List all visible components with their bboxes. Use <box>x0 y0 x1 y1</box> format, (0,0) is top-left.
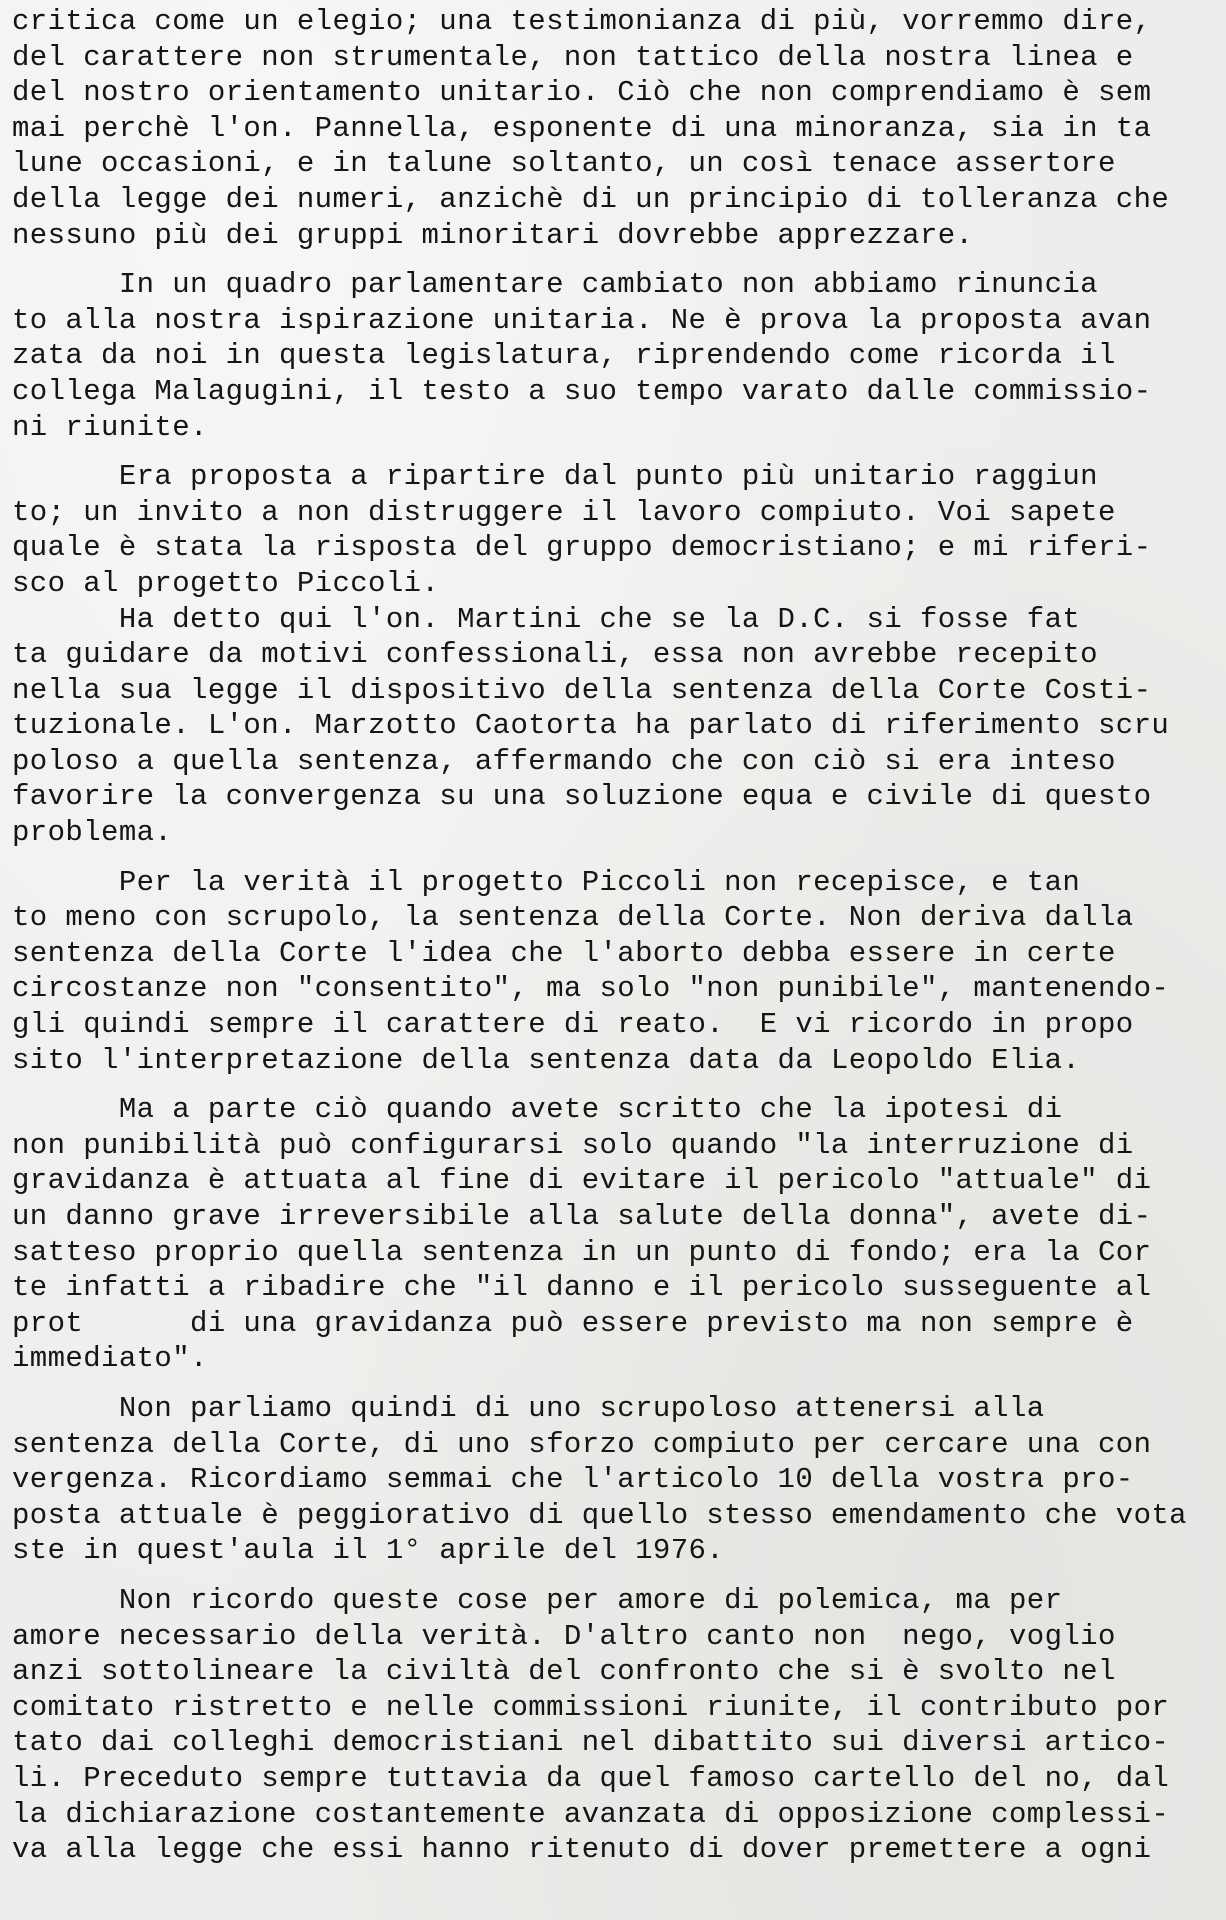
text-line: quale è stata la risposta del gruppo democristiano; e mi riferi- <box>12 531 1152 565</box>
document-body <box>12 4 1217 1868</box>
text-line: Ha detto qui l'on. Martini che se la D.C. si fosse fat <box>12 602 1081 636</box>
text-line: vergenza. Ricordiamo semmai che l'articolo 10 della vostra pro- <box>12 1463 1134 1497</box>
text-line: Per la verità il progetto Piccoli non recepisce, e tan <box>12 865 1081 899</box>
text-line: collega Malagugini, il testo a suo tempo varato dalle commissio- <box>12 374 1152 408</box>
text-line: satteso proprio quella sentenza in un punto di fondo; era la Cor <box>12 1235 1152 1269</box>
text-line: zata da noi in questa legislatura, riprendendo come ricorda il <box>12 339 1116 373</box>
text-line: sco al progetto Piccoli. <box>12 566 440 600</box>
text-line: un danno grave irreversibile alla salute della donna", avete di- <box>12 1200 1152 1233</box>
text-line: comitato ristretto e nelle commissioni riunite, il contributo por <box>12 1690 1170 1724</box>
text-line: gravidanza è attuata al fine di evitare il pericolo "attuale" di <box>12 1164 1152 1198</box>
text-line: anzi sottolineare la civiltà del confronto che si è svolto nel <box>12 1655 1116 1689</box>
paragraph-gap <box>12 253 1217 267</box>
text-line: problema. <box>12 816 173 850</box>
text-line: poloso a quella sentenza, affermando che con ciò si era inteso <box>12 744 1116 778</box>
text-line: del carattere non strumentale, non tattico della nostra linea e <box>12 40 1134 74</box>
text-line: Ma a parte ciò quando avete scritto che la ipotesi di <box>12 1093 1063 1127</box>
text-line: sentenza della Corte, di uno sforzo compiuto per cercare una con <box>12 1427 1152 1461</box>
text-line: ste in quest'aula il 1° aprile del 1976. <box>12 1534 725 1568</box>
text-line: tuzionale. L'on. Marzotto Caotorta ha parlato di riferimento scru <box>12 709 1170 743</box>
text-line: della legge dei numeri, anzichè di un principio di tolleranza che <box>12 182 1170 216</box>
text-line: critica come un elegio; una testimonianza di più, vorremmo dire, <box>12 5 1152 38</box>
text-line: circostanze non "consentito", ma solo "non punibile", mantenendo- <box>12 972 1170 1006</box>
text-line: to meno con scrupolo, la sentenza della Corte. Non deriva dalla <box>12 901 1134 935</box>
text-line: nella sua legge il dispositivo della sentenza della Corte Costi- <box>12 673 1152 707</box>
text-line: lune occasioni, e in talune soltanto, un così tenace assertore <box>12 147 1116 181</box>
text-line: favorire la convergenza su una soluzione equa e civile di questo <box>12 780 1152 814</box>
text-line: immediato". <box>12 1342 208 1376</box>
text-line: nessuno più dei gruppi minoritari dovrebbe apprezzare. <box>12 218 974 252</box>
paragraph-gap <box>12 1569 1217 1583</box>
text-line: sito l'interpretazione della sentenza data da Leopoldo Elia. <box>12 1043 1081 1077</box>
text-line: sentenza della Corte l'idea che l'aborto debba essere in certe <box>12 936 1116 970</box>
paragraph-gap <box>12 851 1217 865</box>
text-line: mai perchè l'on. Pannella, esponente di una minoranza, sia in ta <box>12 111 1152 145</box>
text-line: tato dai colleghi democristiani nel dibattito sui diversi artico- <box>12 1726 1170 1760</box>
text-line: Non ricordo queste cose per amore di polemica, ma per <box>12 1583 1063 1617</box>
text-line: amore necessario della verità. D'altro canto non nego, voglio <box>12 1619 1116 1653</box>
text-line: va alla legge che essi hanno ritenuto di dover premettere a ogni <box>12 1833 1152 1867</box>
text-line: In un quadro parlamentare cambiato non abbiamo rinuncia <box>12 268 1098 302</box>
text-line: ta guidare da motivi confessionali, essa non avrebbe recepito <box>12 638 1098 672</box>
text-line: te infatti a ribadire che "il danno e il pericolo susseguente al <box>12 1271 1152 1305</box>
text-line: non punibilità può configurarsi solo quando "la interruzione di <box>12 1128 1134 1162</box>
text-line: la dichiarazione costantemente avanzata di opposizione complessi- <box>12 1797 1170 1831</box>
text-line: posta attuale è peggiorativo di quello stesso emendamento che vota <box>12 1498 1187 1532</box>
paragraph-gap <box>12 1078 1217 1092</box>
text-line: prot di una gravidanza può essere previsto ma non sempre è <box>12 1306 1134 1340</box>
text-line: Era proposta a ripartire dal punto più unitario raggiun <box>12 460 1098 494</box>
paragraph-gap <box>12 445 1217 459</box>
text-line: li. Preceduto sempre tuttavia da quel famoso cartello del no, dal <box>12 1761 1170 1795</box>
text-line: gli quindi sempre il carattere di reato. E vi ricordo in propo <box>12 1008 1134 1042</box>
text-line: del nostro orientamento unitario. Ciò che non comprendiamo è sem <box>12 76 1152 110</box>
text-line: to; un invito a non distruggere il lavoro compiuto. Voi sapete <box>12 495 1116 529</box>
text-line: ni riunite. <box>12 410 208 444</box>
text-line: to alla nostra ispirazione unitaria. Ne è prova la proposta avan <box>12 303 1152 337</box>
text-line: Non parliamo quindi di uno scrupoloso attenersi alla <box>12 1391 1045 1425</box>
paragraph-gap <box>12 1377 1217 1391</box>
